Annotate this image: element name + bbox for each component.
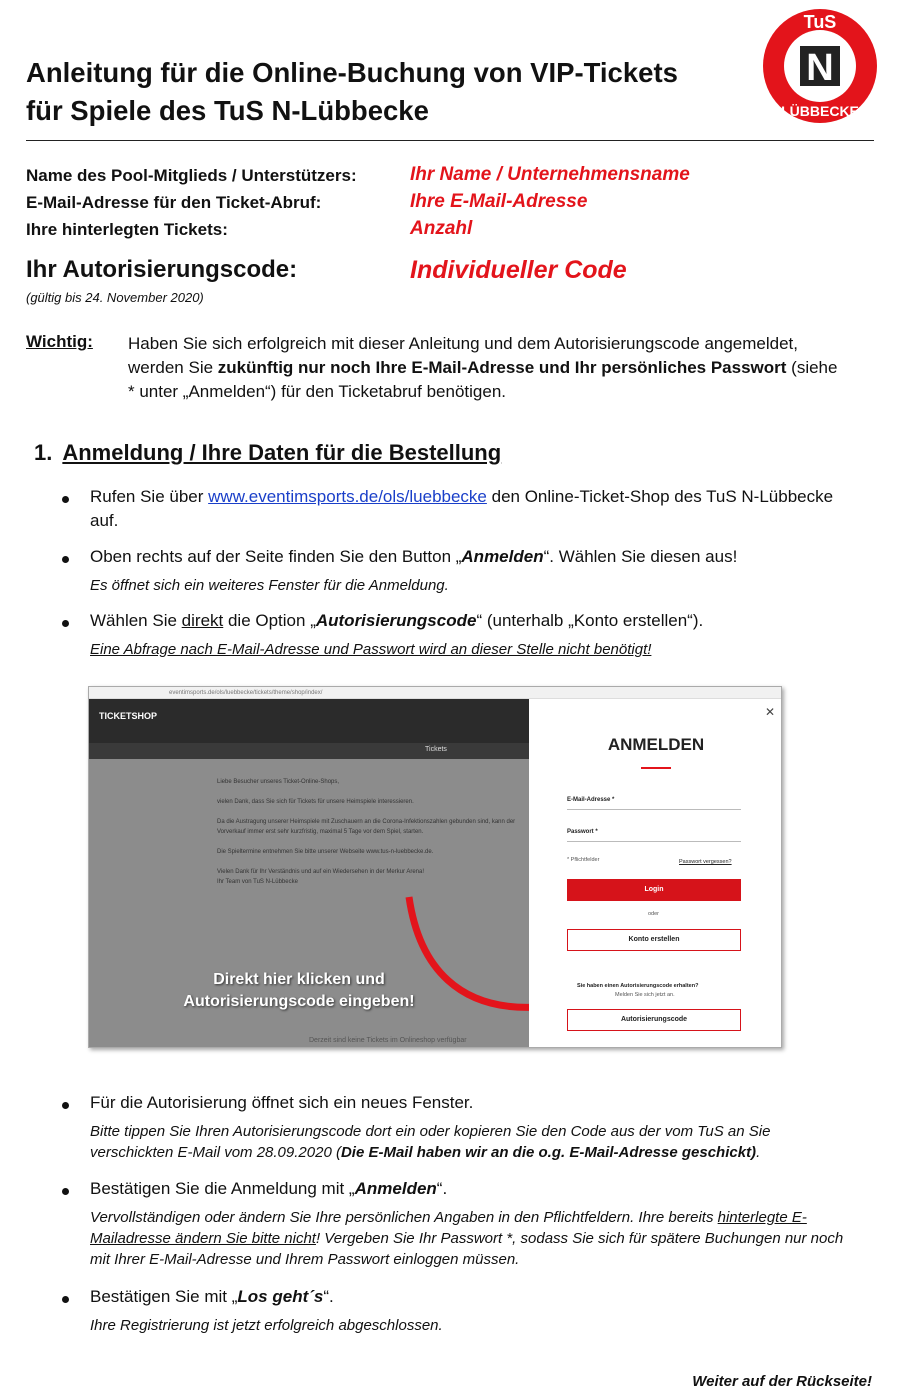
step-new-window: Für die Autorisierung öffnet sich ein neues Fenster. [90, 1093, 474, 1112]
code-value: Individueller Code [410, 256, 627, 284]
title-line-1: Anleitung für die Online-Buchung von VIP-Tickets [26, 57, 678, 88]
login-modal [529, 699, 782, 1048]
auth-question: Sie haben einen Autorisierungscode erhalten? [577, 983, 699, 989]
continue-note: Weiter auf der Rückseite! [692, 1373, 872, 1390]
email-label: E-Mail-Adresse für den Ticket-Abruf: [26, 193, 322, 212]
step-open-shop: Rufen Sie über www.eventimsports.de/ols/luebbecke den Online-Ticket-Shop des TuS N-Lübbecke auf. [90, 487, 834, 530]
step-los-gehts: Bestätigen Sie mit „Los geht´s“. [90, 1287, 334, 1306]
login-button[interactable]: Login [567, 879, 741, 901]
password-field-label: Passwort * [567, 829, 598, 835]
title-underline [641, 767, 671, 769]
required-note: * Pflichtfelder [567, 857, 600, 863]
step-anmelden: Oben rechts auf der Seite finden Sie den Button „Anmelden“. Wählen Sie diesen aus! [90, 547, 738, 566]
section-heading: 1. Anmeldung / Ihre Daten für die Bestellung [34, 440, 502, 465]
logo-top-text: TuS [803, 12, 837, 32]
code-label: Ihr Autorisierungscode: [26, 256, 298, 283]
login-screenshot [88, 686, 782, 1048]
shop-welcome-text: Liebe Besucher unseres Ticket-Online-Shops, vielen Dank, dass Sie sich für Tickets für unsere Heimspiele interessieren. Da die Austragung unserer Heimspiele mit Zuschauern an die Corona-Infektionszahlen gebunden sind, kann der Vorverkauf immer erst sehr kurzfristig, maximal 5 Tage vor dem Spiel, starten. Die Spieltermine entnehmen Sie bitte unserer Webseite www.tus-n-luebbecke.de. Vielen Dank für Ihr Verständnis und auf ein Wiedersehen in der Merkur Arena! Ihr Team von TuS N-Lübbecke [217, 779, 516, 885]
no-tickets-text: Derzeit sind keine Tickets im Onlineshop verfügbar [309, 1037, 467, 1044]
step-new-window-note: Bitte tippen Sie Ihren Autorisierungscode dort ein oder kopieren Sie den Code aus der vom TuS an Sie verschickten E-Mail vom 28.09.2020 (Die E-Mail haben wir an die o.g. E-Mail-Adresse geschickt). [90, 1123, 771, 1161]
authorization-code-button[interactable]: Autorisierungscode [567, 1009, 741, 1031]
step-anmelden-note: Es öffnet sich ein weiteres Fenster für die Anmeldung. [90, 577, 449, 594]
forgot-password-link[interactable]: Passwort vergessen? [679, 859, 732, 865]
shop-header [89, 699, 529, 743]
callout-text: Direkt hier klicken und Autorisierungscode eingeben! [183, 971, 415, 1010]
email-field[interactable] [567, 809, 741, 810]
auth-subtext: Melden Sie sich jetzt an. [615, 992, 675, 998]
step-los-gehts-note: Ihre Registrierung ist jetzt erfolgreich abgeschlossen. [90, 1317, 443, 1334]
step-confirm-anmelden-note: Vervollständigen oder ändern Sie Ihre persönlichen Angaben in den Pflichtfeldern. Ihre bereits hinterlegte E-Mailadresse ändern Sie bitte nicht! Vergeben Sie Ihr Passwort *, sodass Sie sich für spätere Buchungen nur noch mit Ihrer E-Mail-Adresse und Ihrem Passwort einloggen müssen. [90, 1209, 844, 1268]
modal-title: ANMELDEN [607, 735, 705, 754]
tab-tickets[interactable]: Tickets [425, 746, 447, 753]
password-field[interactable] [567, 841, 741, 842]
close-icon[interactable]: ✕ [764, 705, 775, 719]
email-value: Ihre E-Mail-Adresse [410, 191, 588, 212]
step-confirm-anmelden: Bestätigen Sie die Anmeldung mit „Anmelden“. [90, 1179, 448, 1198]
tickets-label: Ihre hinterlegten Tickets: [26, 220, 228, 239]
wichtig-text: Haben Sie sich erfolgreich mit dieser Anleitung und dem Autorisierungscode angemeldet, werden Sie zukünftig nur noch Ihre E-Mail-Adresse und Ihr persönliches Passwort (siehe * unter „Anmelden“) für den Ticketabruf benötigen. [128, 334, 838, 401]
tickets-value: Anzahl [410, 218, 473, 239]
step-autorisierungscode: Wählen Sie direkt die Option „Autorisierungscode“ (unterhalb „Konto erstellen“). [90, 611, 704, 630]
tus-luebbecke-logo [760, 6, 880, 126]
create-account-button[interactable]: Konto erstellen [567, 929, 741, 951]
shop-link[interactable]: www.eventimsports.de/ols/luebbecke [208, 487, 487, 506]
oder-text: oder [648, 911, 660, 917]
email-field-label: E-Mail-Adresse * [567, 797, 615, 803]
logo-bottom-text: LÜBBECKE [781, 103, 859, 119]
name-label: Name des Pool-Mitglieds / Unterstützers: [26, 166, 357, 185]
browser-address-bar: eventimsports.de/ols/luebbecke/tickets/theme/shop/index/ [89, 687, 781, 699]
shop-nav [89, 743, 529, 759]
shop-logo: TICKETSHOP [99, 711, 158, 721]
validity-note: (gültig bis 24. November 2020) [26, 290, 204, 305]
wichtig-label: Wichtig: [26, 332, 93, 351]
step-autorisierungscode-note: Eine Abfrage nach E-Mail-Adresse und Passwort wird an dieser Stelle nicht benötigt! [90, 641, 652, 658]
document-title [26, 54, 678, 130]
header-divider [26, 140, 874, 141]
name-value: Ihr Name / Unternehmensname [410, 164, 690, 185]
title-line-2: für Spiele des TuS N-Lübbecke [26, 95, 429, 126]
logo-letter: N [806, 47, 834, 89]
